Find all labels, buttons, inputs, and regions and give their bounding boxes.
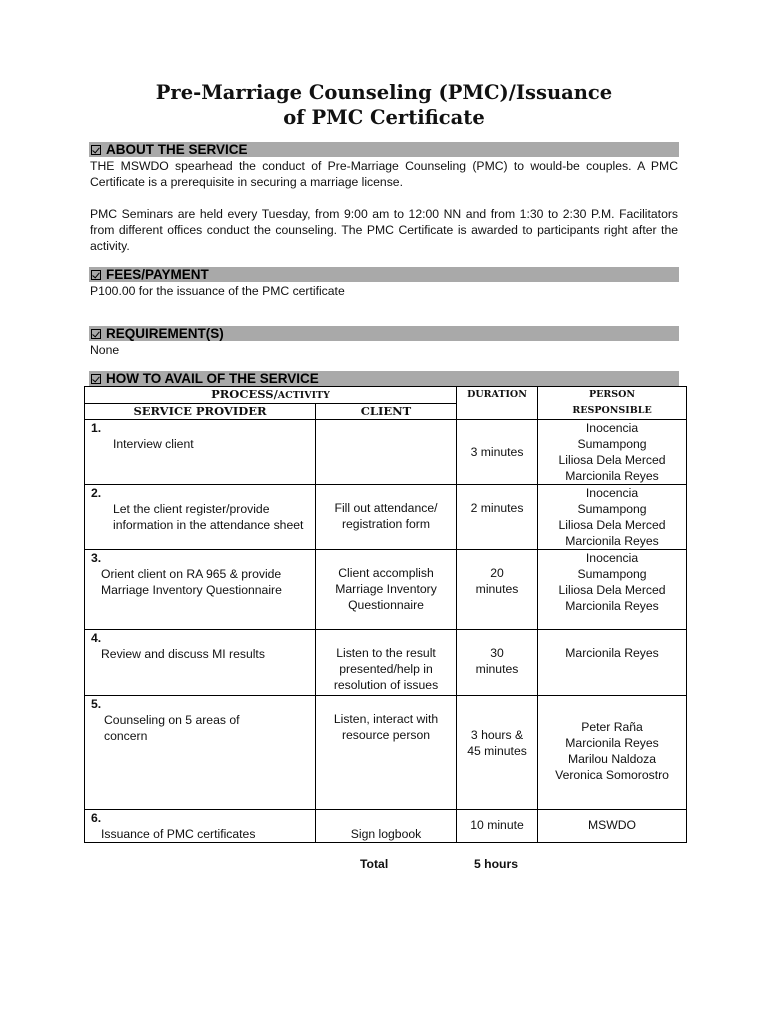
- checkbox-icon: [91, 270, 101, 280]
- step-provider: Interview client: [113, 437, 194, 451]
- header-person-line-2: RESPONSIBLE: [572, 405, 652, 416]
- person-name: Marcionila Reyes: [565, 646, 659, 660]
- step-duration: 30 minutes: [457, 630, 538, 696]
- header-process-main: PROCESS/: [211, 387, 278, 401]
- checkbox-icon: [91, 145, 101, 155]
- step-provider: Review and discuss MI results: [101, 647, 265, 661]
- step-duration: 2 minutes: [457, 485, 538, 550]
- table-row: [85, 696, 687, 810]
- step-provider-cell: [85, 550, 316, 630]
- document-title: [0, 80, 768, 130]
- header-person-responsible: [538, 387, 687, 420]
- step-provider-cell: [85, 696, 316, 810]
- step-persons: [538, 810, 687, 843]
- section-heading-fees-text: FEES/PAYMENT: [106, 267, 209, 282]
- requirements-text: None: [90, 343, 120, 357]
- step-provider: Orient client on RA 965 & provide Marriage Inventory Questionnaire: [101, 567, 282, 597]
- step-duration: 20 minutes: [457, 550, 538, 630]
- table-row: [85, 550, 687, 630]
- table-row: [85, 485, 687, 550]
- header-service-provider: SERVICE PROVIDER: [85, 404, 316, 420]
- person-name: Liliosa Dela Merced: [558, 518, 666, 532]
- process-table: [84, 386, 687, 843]
- title-line-2: of PMC Certificate: [283, 106, 485, 129]
- section-heading-how-to: [89, 371, 679, 386]
- step-client: Sign logbook: [316, 810, 457, 843]
- about-paragraph-2: PMC Seminars are held every Tuesday, from 9:00 am to 12:00 NN and from 1:30 to 2:30 P.M. Facilitators from different offices conduct the counseling. The PMC Certificate is awarded to participants right after the activity.: [90, 207, 678, 253]
- person-name: Marcionila Reyes: [565, 469, 659, 483]
- step-client: Fill out attendance/ registration form: [316, 485, 457, 550]
- section-heading-about: [89, 142, 679, 157]
- step-number: 5.: [91, 697, 102, 711]
- step-client: Client accomplish Marriage Inventory Questionnaire: [316, 550, 457, 630]
- person-name: Sumampong: [577, 502, 647, 516]
- person-name: Sumampong: [577, 567, 647, 581]
- header-duration: DURATION: [457, 387, 538, 420]
- step-number: 1.: [91, 421, 102, 435]
- step-provider: Issuance of PMC certificates: [101, 827, 256, 841]
- step-persons: [538, 696, 687, 810]
- section-heading-fees: [89, 267, 679, 282]
- person-name: Veronica Somorostro: [555, 768, 669, 782]
- total-value: 5 hours: [474, 857, 519, 871]
- header-client: CLIENT: [316, 404, 457, 420]
- person-name: Marcionila Reyes: [565, 534, 659, 548]
- step-number: 4.: [91, 631, 102, 645]
- step-duration: 10 minute: [457, 810, 538, 843]
- step-provider-cell: [85, 630, 316, 696]
- person-name: Inocencia: [585, 421, 639, 435]
- step-duration: 3 minutes: [457, 420, 538, 485]
- step-provider-cell: [85, 810, 316, 843]
- step-provider-cell: [85, 420, 316, 485]
- total-label: Total: [360, 857, 389, 871]
- person-name: Marcionila Reyes: [565, 599, 659, 613]
- fees-text: P100.00 for the issuance of the PMC certificate: [90, 284, 345, 298]
- step-provider: Counseling on 5 areas of concern: [104, 713, 240, 743]
- section-heading-how-to-text: HOW TO AVAIL OF THE SERVICE: [106, 371, 319, 386]
- step-number: 3.: [91, 551, 102, 565]
- step-client: Listen, interact with resource person: [316, 696, 457, 810]
- person-name: Inocencia: [585, 486, 639, 500]
- step-client: Listen to the result presented/help in resolution of issues: [316, 630, 457, 696]
- section-heading-about-text: ABOUT THE SERVICE: [106, 142, 248, 157]
- step-number: 2.: [91, 486, 102, 500]
- checkbox-icon: [91, 374, 101, 384]
- person-name: Liliosa Dela Merced: [558, 583, 666, 597]
- header-process: [85, 387, 457, 404]
- step-duration: 3 hours & 45 minutes: [457, 696, 538, 810]
- person-name: Marilou Naldoza: [567, 752, 657, 766]
- step-persons: [538, 485, 687, 550]
- table-row: [85, 630, 687, 696]
- table-row: [85, 420, 687, 485]
- about-paragraph-1: THE MSWDO spearhead the conduct of Pre-Marriage Counseling (PMC) to would-be couples. A PMC Certificate is a prerequisite in securing a marriage license.: [90, 159, 678, 189]
- step-persons: [538, 420, 687, 485]
- person-name: Marcionila Reyes: [565, 736, 659, 750]
- header-person-line-1: PERSON: [588, 389, 636, 400]
- section-heading-requirements: [89, 326, 679, 341]
- person-name: Inocencia: [585, 551, 639, 565]
- person-name: Liliosa Dela Merced: [558, 453, 666, 467]
- header-process-sub: ACTIVITY: [277, 390, 330, 401]
- person-name: Sumampong: [577, 437, 647, 451]
- section-heading-requirements-text: REQUIREMENT(S): [106, 326, 224, 341]
- step-provider: Let the client register/provide information in the attendance sheet: [113, 502, 304, 532]
- step-persons: [538, 550, 687, 630]
- step-provider-cell: [85, 485, 316, 550]
- checkbox-icon: [91, 329, 101, 339]
- person-name: Peter Raña: [581, 720, 643, 734]
- step-persons: [538, 630, 687, 696]
- person-name: MSWDO: [587, 818, 637, 832]
- step-client: [316, 420, 457, 485]
- title-line-1: Pre-Marriage Counseling (PMC)/Issuance: [155, 81, 613, 104]
- step-number: 6.: [91, 811, 102, 825]
- table-row: [85, 810, 687, 843]
